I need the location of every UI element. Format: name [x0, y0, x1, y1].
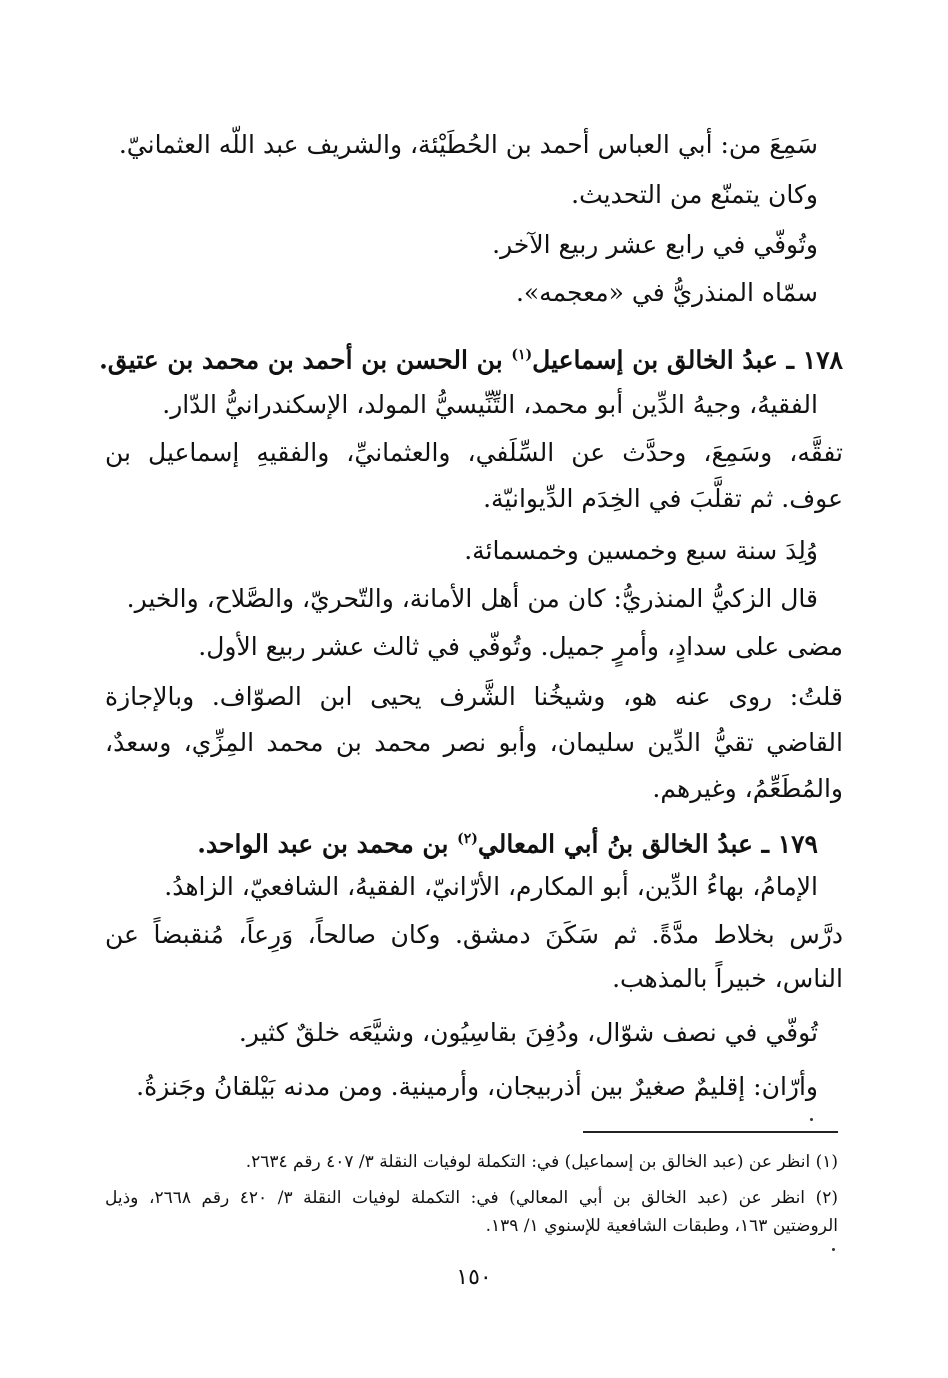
text-line: الإمامُ، بهاءُ الدِّين، أبو المكارم، الأرّانيّ، الفقيهُ، الشافعيّ، الزاهدُ.	[164, 872, 818, 901]
footnote-ref: (١)	[511, 347, 533, 363]
entry-heading-178	[99, 338, 843, 377]
heading-text: ١٧٨ ـ عبدُ الخالق بن إسماعيل	[532, 345, 843, 375]
text-line: سمّاه المنذريُّ في «معجمه».	[515, 278, 818, 307]
text-line: درَّس بخلاط مدَّةً. ثم سَكَنَ دمشق. وكان صالحاً، وَرِعاً، مُنقبضاً عن	[105, 920, 843, 949]
text-line: القاضي تقيُّ الدِّين سليمان، وأبو نصر محمد بن محمد المِزِّي، وسعدٌ،	[105, 728, 843, 757]
text-line: عوف. ثم تقلَّبَ في الخِدَم الدِّيوانيّة.	[483, 484, 843, 513]
text-line: الناس، خبيراً بالمذهب.	[612, 964, 843, 993]
footnote-separator	[583, 1131, 838, 1133]
text-line: الفقيهُ، وجيهُ الدِّين أبو محمد، التِّنِّيسيُّ المولد، الإسكندرانيُّ الدّار.	[162, 390, 818, 419]
footnote-ref: (٢)	[457, 831, 478, 847]
footnote-2-cont: الروضتين ١٦٣، وطبقات الشافعية للإسنوي ١/ ١٣٩.	[485, 1216, 838, 1236]
text-line: قال الزكيُّ المنذريُّ: كان من أهل الأمانة، والتّحريّ، والصَّلاح، والخير.	[126, 584, 818, 613]
text-line: تفقَّه، وسَمِعَ، وحدَّث عن السِّلَفي، والعثمانيِّ، والفقيهِ إسماعيل بن	[105, 438, 843, 467]
text-line: سَمِعَ من: أبي العباس أحمد بن الحُطَيْئة، والشريف عبد اللّه العثمانيّ.	[118, 130, 818, 159]
text-line: مضى على سدادٍ، وأمرٍ جميل. وتُوفّي في ثالث عشر ربيع الأول.	[198, 632, 843, 661]
page-number: ١٥٠	[456, 1265, 492, 1290]
scan-speck	[832, 1248, 835, 1251]
footnote-2: (٢) انظر عن (عبد الخالق بن أبي المعالي) في: التكملة لوفيات النقلة ٣/ ٤٢٠ رقم ٢٦٦٨، وذيل	[105, 1188, 839, 1208]
footnote-1: (١) انظر عن (عبد الخالق بن إسماعيل) في: التكملة لوفيات النقلة ٣/ ٤٠٧ رقم ٢٦٣٤.	[245, 1152, 838, 1172]
scan-speck	[810, 1118, 813, 1121]
entry-heading-179	[197, 822, 818, 861]
text-line: وُلِدَ سنة سبع وخمسين وخمسمائة.	[464, 536, 818, 565]
text-line: قلتُ: روى عنه هو، وشيخُنا الشَّرف يحيى ابن الصوّاف. وبالإجازة	[105, 682, 843, 711]
text-line: والمُطَعِّمُ، وغيرهم.	[652, 774, 843, 803]
text-line: وأرّان: إقليمٌ صغيرٌ بين أذربيجان، وأرمينية. ومن مدنه بَيْلقانُ وجَنزةُ.	[136, 1072, 818, 1101]
text-line: وكان يتمنّع من التحديث.	[571, 180, 818, 209]
heading-text: بن محمد بن عبد الواحد.	[197, 829, 458, 859]
heading-text: ١٧٩ ـ عبدُ الخالق بنُ أبي المعالي	[477, 829, 818, 859]
heading-text: بن الحسن بن أحمد بن محمد بن عتيق.	[99, 345, 512, 375]
text-line: وتُوفّي في رابع عشر ربيع الآخر.	[492, 230, 818, 259]
text-line: تُوفّي في نصف شوّال، ودُفِنَ بقاسِيُون، وشيَّعَه خلقٌ كثير.	[238, 1018, 818, 1047]
